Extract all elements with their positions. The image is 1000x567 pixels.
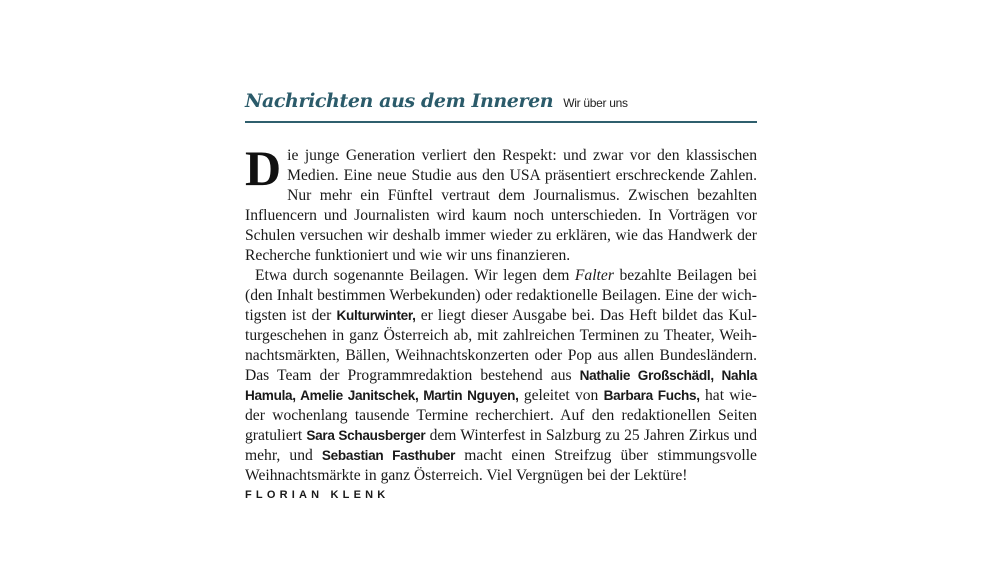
text-run: Etwa durch sogenannte Beilagen. Wir legen dem xyxy=(255,267,575,284)
author-signature: FLORIAN KLENK xyxy=(245,489,390,501)
text-run: er liegt dieser Ausgabe bei. Das Heft bildet das Kulturgeschehen in ganz Österreich ab, mit zahlreichen Terminen zu Theater, Weihnachtsmärkten, Bällen, Weihnachtskonzerten oder Pop aus allen Bundesländern. Das Team der Programmredaktion bestehend aus xyxy=(245,307,757,384)
author-name: Sara Schausberger xyxy=(306,428,426,443)
author-name: Sebastian Fasthuber xyxy=(321,448,456,463)
publication-name: Falter xyxy=(574,267,614,284)
text-run: geleitet von xyxy=(518,387,604,404)
article-body xyxy=(245,140,757,486)
drop-cap: D xyxy=(245,140,282,196)
text-run: hat wieder wochenlang tausende Termine recherchiert. Auf den redaktionellen Seiten gratuliert xyxy=(245,387,757,444)
section-subtitle: Wir über uns xyxy=(563,96,628,110)
section-header xyxy=(245,90,757,123)
paragraph-2 xyxy=(245,266,757,486)
lead-name: Barbara Fuchs, xyxy=(603,388,700,403)
editorial-column xyxy=(245,90,757,501)
paragraph-1-text: ie junge Generation verliert den Respekt: und zwar vor den klassischen Medien. Eine neue Studie aus den USA präsentiert erschreckende Zahlen. Nur mehr ein Fünftel vertraut dem Journalismus. Zwischen bezahlten Influencern und Journalisten wird kaum noch unterschieden. In Vorträgen vor Schulen versuchen wir deshalb immer wieder zu erklären, wie das Handwerk der Recherche funktioniert und wie wir uns finanzieren. xyxy=(245,147,757,264)
paragraph-1 xyxy=(245,140,757,266)
text-run: bezahlte Beilagen bei (den Inhalt bestimmen Werbekunden) oder redaktionelle Beilagen. Eine der wichtigsten ist der xyxy=(245,267,757,324)
text-run: dem Winterfest in Salzburg zu 25 Jahren Zirkus und mehr, und xyxy=(245,427,757,464)
team-names: Nathalie Großschädl, Nahla Hamula, Amelie Janitschek, Martin Nguyen, xyxy=(245,368,757,403)
text-run: macht einen Streifzug über stimmungsvolle Weihnachtsmärkte in ganz Österreich. Viel Vergnügen bei der Lektüre! xyxy=(245,447,757,484)
section-title: Nachrichten aus dem Inneren xyxy=(245,90,554,112)
supplement-name: Kulturwinter, xyxy=(336,308,416,323)
